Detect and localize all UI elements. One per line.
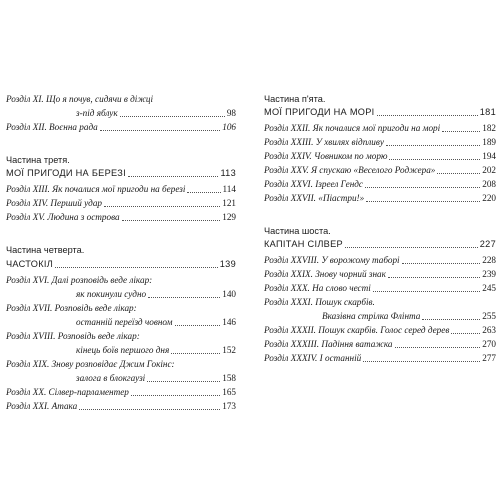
toc-entry-title: Розділ XXIX. Знову чорний знак — [264, 269, 386, 279]
leader-dots — [104, 205, 220, 207]
toc-entry-page: 208 — [482, 179, 496, 189]
toc-entry-title: Розділ XXVI. Ізреел Гендс — [264, 179, 363, 189]
leader-dots — [55, 266, 218, 268]
part-heading-page: 181 — [479, 107, 496, 117]
toc-entry-title: Розділ XIII. Як почалися мої пригоди на березі — [6, 184, 186, 194]
part-label: Частина п'ята. — [264, 94, 326, 104]
toc-entry — [264, 338, 496, 351]
toc-entry-title: як покинули судно — [76, 289, 147, 299]
leader-dots — [148, 296, 220, 298]
toc-entry-title: Розділ XXXI. Пошук скарбів. — [264, 297, 375, 307]
toc-entry-page: 121 — [222, 198, 236, 208]
toc-entry — [6, 358, 236, 371]
toc-entry — [6, 316, 236, 329]
part-heading-page: 113 — [220, 168, 236, 178]
toc-entry — [264, 282, 496, 295]
leader-dots — [386, 144, 480, 146]
toc-entry-title: Розділ XXVII. «Піастри!» — [264, 193, 365, 203]
leader-dots — [79, 408, 220, 410]
leader-dots — [402, 262, 481, 264]
toc-entry — [6, 197, 236, 210]
toc-entry-title: Розділ XX. Сілвер-парламентер — [6, 387, 129, 397]
leader-dots — [388, 276, 480, 278]
toc-entry-title: Розділ XXX. На слово честі — [264, 283, 371, 293]
part-heading-page: 227 — [479, 239, 496, 249]
toc-entry-page: 239 — [482, 269, 496, 279]
toc-entry-title: Розділ XXIII. У хвилях відпливу — [264, 137, 384, 147]
leader-dots — [366, 200, 480, 202]
toc-entry-title: кінець боїв першого дня — [76, 345, 170, 355]
toc-entry-page: 255 — [482, 311, 496, 321]
part-heading-title: ЧАСТОКІЛ — [6, 259, 54, 269]
toc-entry — [264, 192, 496, 205]
toc-entry-title: Розділ XI. Що я почув, сидячи в діжці — [6, 94, 154, 104]
leader-dots — [365, 186, 480, 188]
leader-dots — [373, 290, 480, 292]
toc-entry — [6, 372, 236, 385]
toc-entry — [264, 178, 496, 191]
toc-entry-page: 220 — [482, 193, 496, 203]
toc-entry — [264, 122, 496, 135]
part-heading-page: 139 — [219, 259, 236, 269]
leader-dots — [122, 219, 221, 221]
toc-entry-title: Розділ XIV. Перший удар — [6, 198, 103, 208]
toc-entry-title: Розділ XIX. Знову розповідає Джим Гокінс: — [6, 359, 175, 369]
leader-dots — [171, 352, 220, 354]
leader-dots — [175, 324, 221, 326]
leader-dots — [147, 380, 220, 382]
toc-entry — [6, 183, 236, 196]
toc-entry-title: останній переїзд човном — [76, 317, 173, 327]
toc-entry-title: залога в блокгаузі — [76, 373, 146, 383]
leader-dots — [389, 158, 480, 160]
toc-entry-page: 228 — [482, 255, 496, 265]
toc-entry — [6, 211, 236, 224]
toc-entry-title: Розділ XVI. Далі розповідь веде лікар: — [6, 275, 153, 285]
part-label: Частина четверта. — [6, 245, 85, 255]
toc-entry-page: 106 — [222, 122, 236, 132]
part-heading — [264, 238, 496, 251]
toc-entry — [6, 400, 236, 413]
toc-entry-page: 165 — [222, 387, 236, 397]
toc-entry-page: 146 — [222, 317, 236, 327]
leader-dots — [100, 129, 221, 131]
part-heading-title: МОЇ ПРИГОДИ НА МОРІ — [264, 107, 375, 117]
part-heading — [6, 258, 236, 271]
toc-entry-page: 98 — [226, 108, 236, 118]
toc-entry-title: Вказівна стрілка Флінта — [322, 311, 421, 321]
toc-entry-title: Розділ XXXIII. Падіння ватажка — [264, 339, 393, 349]
toc-entry — [264, 296, 496, 309]
toc-entry-title: Розділ XXXII. Пошук скарбів. Голос серед дерев — [264, 325, 450, 335]
leader-dots — [363, 360, 480, 362]
toc-entry-title: Розділ XVIII. Розповідь веде лікар: — [6, 331, 140, 341]
toc-entry — [264, 150, 496, 163]
toc-entry — [6, 330, 236, 343]
toc-entry — [264, 268, 496, 281]
toc-entry-page: 270 — [482, 339, 496, 349]
toc-entry — [6, 274, 236, 287]
part-heading-title: МОЇ ПРИГОДИ НА БЕРЕЗІ — [6, 168, 126, 178]
part-label: Частина третя. — [6, 155, 70, 165]
toc-entry-title: Розділ XXV. Я спускаю «Веселого Роджера» — [264, 165, 436, 175]
toc-entry-page: 114 — [222, 184, 236, 194]
part-heading-title: КАПІТАН СІЛВЕР — [264, 239, 343, 249]
leader-dots — [437, 172, 480, 174]
leader-dots — [131, 394, 220, 396]
toc-entry — [6, 302, 236, 315]
toc-entry-page: 129 — [222, 212, 236, 222]
toc-entry-title: Розділ XXXIV. І останній — [264, 353, 362, 363]
toc-entry — [264, 310, 496, 323]
toc-entry-title: Розділ XXVIII. У ворожому таборі — [264, 255, 400, 265]
toc-entry-page: 158 — [222, 373, 236, 383]
toc-entry — [264, 352, 496, 365]
leader-dots — [451, 332, 480, 334]
toc-entry-page: 277 — [482, 353, 496, 363]
toc-entry-page: 194 — [482, 151, 496, 161]
toc-entry-page: 140 — [222, 289, 236, 299]
toc-entry-title: Розділ XXIV. Човником по морю — [264, 151, 388, 161]
toc-entry — [6, 344, 236, 357]
part-heading — [6, 167, 236, 180]
toc-entry-title: Розділ XVII. Розповідь веде лікар: — [6, 303, 137, 313]
toc-entry — [6, 288, 236, 301]
toc-entry-page: 189 — [482, 137, 496, 147]
toc-entry — [264, 254, 496, 267]
leader-dots — [120, 115, 225, 117]
part-heading — [264, 106, 496, 119]
toc-entry-page: 152 — [222, 345, 236, 355]
toc-entry — [6, 121, 236, 134]
leader-dots — [128, 175, 219, 177]
leader-dots — [395, 346, 481, 348]
toc-entry — [264, 164, 496, 177]
toc-entry — [264, 324, 496, 337]
toc-entry-title: Розділ XXII. Як почалися мої пригоди на морі — [264, 123, 441, 133]
toc-entry-page: 263 — [482, 325, 496, 335]
toc-entry-page: 182 — [482, 123, 496, 133]
leader-dots — [442, 130, 480, 132]
leader-dots — [345, 246, 478, 248]
toc-entry-page: 245 — [482, 283, 496, 293]
toc-entry-title: з-під яблук — [76, 108, 118, 118]
toc-entry — [264, 136, 496, 149]
toc-entry-page: 173 — [222, 401, 236, 411]
leader-dots — [187, 191, 220, 193]
toc-entry — [6, 93, 236, 106]
toc-entry — [6, 386, 236, 399]
leader-dots — [377, 114, 478, 116]
toc-entry — [6, 107, 236, 120]
leader-dots — [422, 318, 480, 320]
toc-entry-title: Розділ XXI. Атака — [6, 401, 78, 411]
toc-entry-title: Розділ XV. Людина з острова — [6, 212, 120, 222]
part-label: Частина шоста. — [264, 226, 331, 236]
toc-entry-title: Розділ XII. Воєнна рада — [6, 122, 98, 132]
toc-entry-page: 202 — [482, 165, 496, 175]
